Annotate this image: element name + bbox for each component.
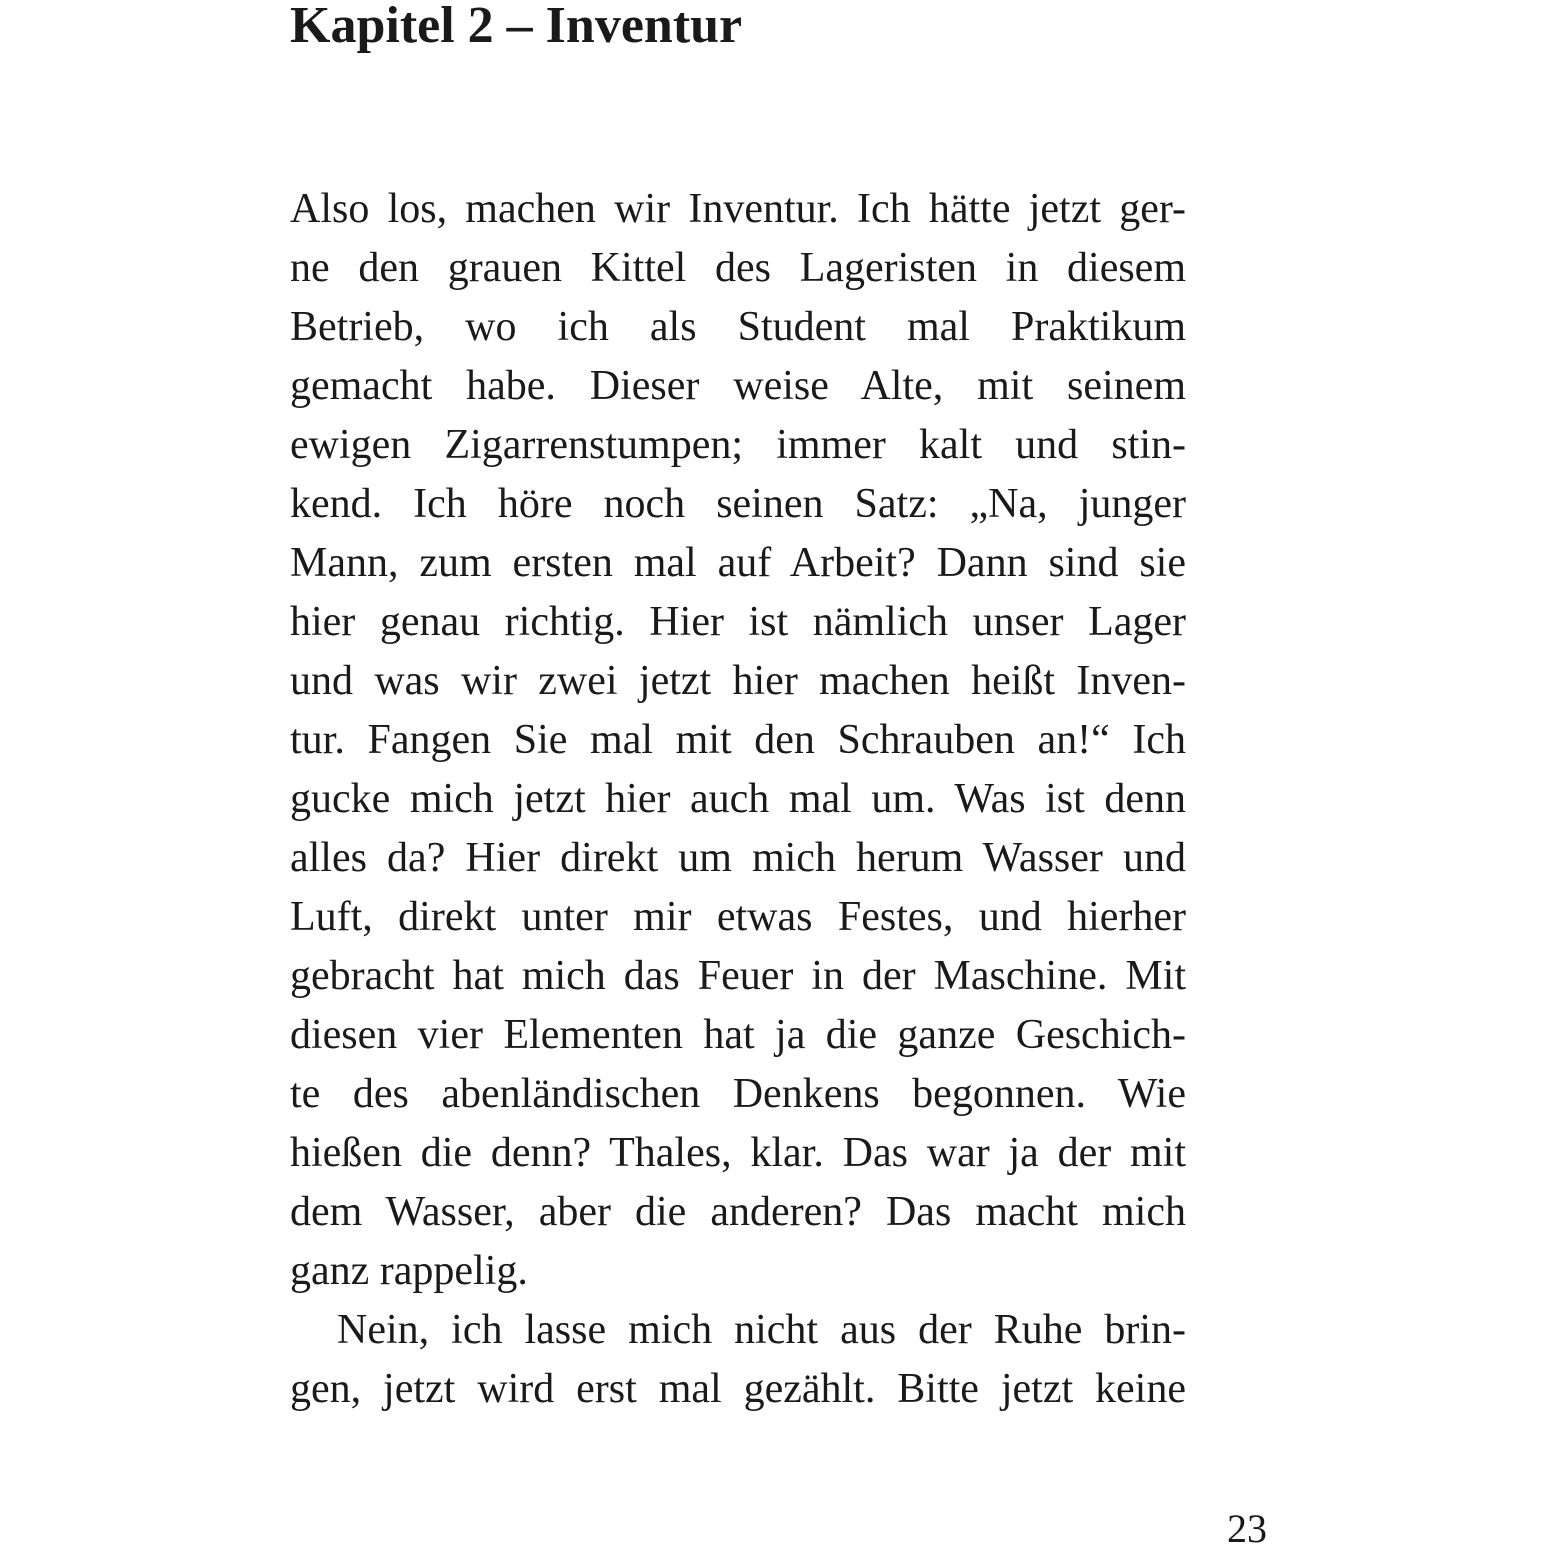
text-line: gen, jetzt wird erst mal gezählt. Bitte jetzt keine — [290, 1366, 1186, 1412]
text-line: gemacht habe. Dieser weise Alte, mit seinem — [290, 363, 1186, 409]
chapter-title: Kapitel 2 – Inventur — [290, 0, 743, 54]
text-line: diesen vier Elementen hat ja die ganze Geschich- — [290, 1012, 1186, 1058]
text-line: dem Wasser, aber die anderen? Das macht mich — [290, 1189, 1186, 1235]
text-line: ewigen Zigarrenstumpen; immer kalt und stin- — [290, 422, 1186, 468]
paragraph-end-line: ganz rappelig. — [290, 1248, 528, 1294]
text-line: Also los, machen wir Inventur. Ich hätte jetzt ger- — [290, 186, 1186, 232]
text-line: ne den grauen Kittel des Lageristen in diesem — [290, 245, 1186, 291]
page-number: 23 — [1227, 1506, 1267, 1551]
text-line: gebracht hat mich das Feuer in der Maschine. Mit — [290, 953, 1186, 999]
text-line: und was wir zwei jetzt hier machen heißt Inven- — [290, 658, 1186, 704]
text-line: kend. Ich höre noch seinen Satz: „Na, junger — [290, 481, 1186, 527]
paragraph-start-line: Nein, ich lasse mich nicht aus der Ruhe brin- — [337, 1307, 1186, 1353]
text-line: tur. Fangen Sie mal mit den Schrauben an!“ Ich — [290, 717, 1186, 763]
text-line: alles da? Hier direkt um mich herum Wasser und — [290, 835, 1186, 881]
text-line: gucke mich jetzt hier auch mal um. Was ist denn — [290, 776, 1186, 822]
text-line: Mann, zum ersten mal auf Arbeit? Dann sind sie — [290, 540, 1186, 586]
text-line: Betrieb, wo ich als Student mal Praktikum — [290, 304, 1186, 350]
text-line: hießen die denn? Thales, klar. Das war ja der mit — [290, 1130, 1186, 1176]
text-line: te des abenländischen Denkens begonnen. Wie — [290, 1071, 1186, 1117]
text-line: Luft, direkt unter mir etwas Festes, und hierher — [290, 894, 1186, 940]
text-line: hier genau richtig. Hier ist nämlich unser Lager — [290, 599, 1186, 645]
body-text — [290, 180, 1186, 1419]
